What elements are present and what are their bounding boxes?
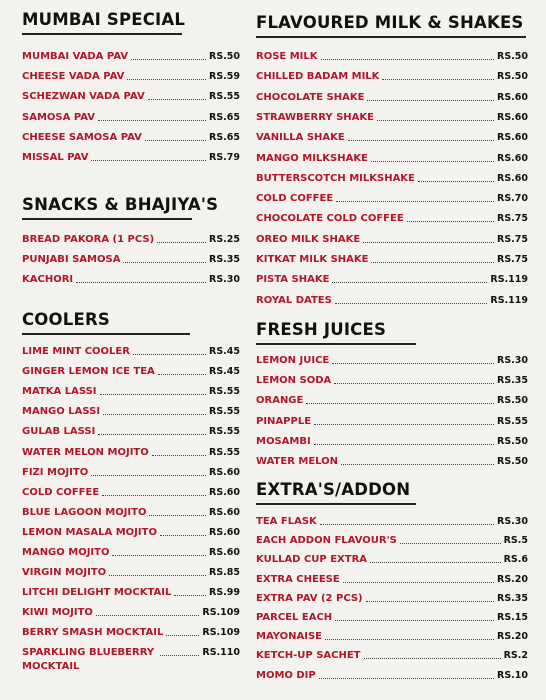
item-price: RS.5 [503, 535, 528, 547]
item-price: RS.60 [497, 111, 528, 123]
item-name: BUTTERSCOTCH MILKSHAKE [256, 172, 415, 184]
menu-item [256, 130, 528, 144]
dot-leader [371, 161, 494, 162]
dot-leader [91, 160, 206, 161]
menu-item [22, 232, 240, 246]
item-name: KIWI MOJITO [22, 607, 93, 619]
item-name: BERRY SMASH MOCKTAIL [22, 627, 164, 639]
item-name: WATER MELON MOJITO [22, 446, 149, 458]
dot-leader [334, 383, 494, 384]
menu-item [256, 69, 528, 83]
item-price: RS.25 [209, 234, 240, 245]
section-underline [256, 503, 416, 505]
menu-item [22, 605, 240, 619]
dot-leader [348, 140, 494, 141]
menu-item [22, 565, 240, 579]
item-price: RS.60 [209, 526, 240, 538]
item-name: MATKA LASSI [22, 386, 97, 398]
dot-leader [407, 221, 494, 222]
item-name: LIME MINT COOLER [22, 346, 130, 357]
dot-leader [166, 635, 199, 636]
menu-item [256, 629, 528, 643]
menu-item [256, 232, 528, 246]
menu-item [256, 373, 528, 387]
item-name: PUNJABI SAMOSA [22, 254, 121, 265]
item-price: RS.110 [202, 646, 240, 658]
item-name: OREO MILK SHAKE [256, 233, 361, 245]
menu-item [22, 69, 240, 83]
item-price: RS.60 [497, 132, 528, 144]
section-underline [256, 36, 526, 38]
section-title: EXTRA'S/ADDON [256, 480, 411, 499]
item-price: RS.109 [202, 607, 240, 619]
item-name: KETCH-UP SACHET [256, 650, 361, 662]
item-price: RS.2 [503, 650, 528, 662]
menu-item [256, 252, 528, 266]
menu-item [22, 252, 240, 266]
item-name: ROSE MILK [256, 51, 318, 62]
item-price: RS.55 [209, 426, 240, 438]
menu-item [22, 384, 240, 398]
item-price: RS.45 [209, 366, 240, 378]
item-price: RS.55 [209, 386, 240, 398]
item-name: CHEESE VADA PAV [22, 71, 125, 83]
dot-leader [174, 595, 206, 596]
menu-item [256, 572, 528, 586]
item-price: RS.99 [209, 587, 240, 599]
dot-leader [145, 140, 206, 141]
item-name: CHOCOLATE COLD COFFEE [256, 213, 404, 225]
item-price: RS.55 [209, 446, 240, 458]
item-price: RS.10 [497, 669, 528, 681]
menu-item [22, 150, 240, 164]
menu-item [256, 610, 528, 624]
item-name: PINAPPLE [256, 415, 312, 427]
menu-item [256, 293, 528, 307]
dot-leader [160, 655, 199, 656]
item-price: RS.60 [209, 506, 240, 518]
item-name: MAYONAISE [256, 631, 322, 643]
item-name: SPARKLING BLUEBERRY MOCKTAIL [22, 646, 155, 672]
menu-item [22, 89, 240, 103]
item-price: RS.75 [497, 233, 528, 245]
item-name: SAMOSA PAV [22, 111, 96, 123]
menu-item [256, 393, 528, 407]
item-price: RS.50 [497, 51, 528, 62]
dot-leader [91, 475, 206, 476]
item-name: KACHORI [22, 274, 74, 285]
dot-leader [133, 354, 206, 355]
item-price: RS.119 [490, 294, 528, 306]
dot-leader [314, 424, 494, 425]
dot-leader [152, 455, 206, 456]
item-name: LEMON SODA [256, 375, 332, 387]
item-price: RS.79 [209, 152, 240, 163]
menu-item [22, 646, 240, 674]
item-price: RS.60 [497, 152, 528, 164]
menu-item [256, 514, 528, 528]
item-name: MUMBAI VADA PAV [22, 51, 129, 62]
dot-leader [335, 620, 494, 621]
dot-leader [320, 524, 494, 525]
item-name: VANILLA SHAKE [256, 132, 345, 144]
item-price: RS.15 [497, 612, 528, 623]
menu-item [256, 353, 528, 367]
item-price: RS.35 [497, 592, 528, 604]
dot-leader [158, 374, 206, 375]
dot-leader [157, 242, 206, 243]
dot-leader [377, 120, 494, 121]
item-price: RS.75 [497, 254, 528, 265]
item-name: LEMON MASALA MOJITO [22, 526, 157, 538]
item-price: RS.119 [490, 274, 528, 286]
menu-item [22, 445, 240, 459]
item-name: EACH ADDON FLAVOUR'S [256, 535, 397, 547]
item-price: RS.60 [209, 466, 240, 478]
menu-item [22, 344, 240, 358]
dot-leader [160, 535, 206, 536]
section-title: FRESH JUICES [256, 320, 387, 339]
item-name: MANGO MOJITO [22, 547, 110, 558]
item-name: KITKAT MILK SHAKE [256, 254, 369, 265]
menu-item [22, 110, 240, 124]
item-price: RS.20 [497, 631, 528, 643]
dot-leader [96, 615, 199, 616]
item-name: GULAB LASSI [22, 426, 96, 438]
menu-item [256, 591, 528, 605]
section-title: MUMBAI SPECIAL [22, 10, 186, 29]
dot-leader [109, 575, 206, 576]
dot-leader [112, 555, 206, 556]
menu-item [22, 272, 240, 286]
dot-leader [341, 464, 494, 465]
item-name: CHILLED BADAM MILK [256, 71, 380, 83]
menu-item [256, 110, 528, 124]
item-price: RS.20 [497, 573, 528, 585]
menu-section-flavoured-milk-shakes [256, 13, 528, 38]
menu-item [22, 525, 240, 539]
item-name: WATER MELON [256, 456, 339, 467]
menu-item [22, 485, 240, 499]
dot-leader [364, 658, 501, 659]
menu-item [256, 533, 528, 547]
item-name: PISTA SHAKE [256, 274, 330, 286]
item-name: MISSAL PAV [22, 152, 89, 163]
item-price: RS.50 [497, 71, 528, 83]
dot-leader [321, 59, 494, 60]
dot-leader [131, 59, 206, 60]
dot-leader [314, 444, 494, 445]
menu-section-mumbai-special [22, 10, 240, 35]
item-price: RS.35 [497, 375, 528, 387]
dot-leader [123, 262, 206, 263]
dot-leader [382, 79, 494, 80]
item-price: RS.45 [209, 346, 240, 357]
menu-item [256, 211, 528, 225]
menu-item [256, 49, 528, 63]
item-name: KULLAD CUP EXTRA [256, 554, 368, 566]
item-name: CHEESE SAMOSA PAV [22, 131, 142, 143]
section-underline [22, 33, 182, 35]
dot-leader [100, 394, 207, 395]
menu-item [22, 364, 240, 378]
dot-leader [103, 414, 206, 415]
item-name: PARCEL EACH [256, 612, 333, 623]
menu-item [22, 545, 240, 559]
item-price: RS.109 [202, 627, 240, 639]
item-name: LEMON JUICE [256, 355, 330, 366]
item-name: LITCHI DELIGHT MOCKTAIL [22, 587, 172, 599]
item-name: FIZI MOJITO [22, 466, 89, 478]
dot-leader [149, 515, 206, 516]
dot-leader [335, 303, 488, 304]
dot-leader [319, 678, 494, 679]
item-name: COLD COFFEE [22, 486, 100, 498]
dot-leader [367, 100, 494, 101]
dot-leader [325, 639, 494, 640]
item-price: RS.55 [497, 415, 528, 427]
menu-item [22, 465, 240, 479]
menu-item [22, 130, 240, 144]
dot-leader [343, 582, 494, 583]
menu-item [22, 505, 240, 519]
item-price: RS.50 [209, 51, 240, 62]
item-name: EXTRA CHEESE [256, 573, 340, 585]
section-title: FLAVOURED MILK & SHAKES [256, 13, 524, 32]
item-price: RS.65 [209, 131, 240, 143]
menu-item [256, 151, 528, 165]
menu-item [256, 434, 528, 448]
dot-leader [102, 495, 206, 496]
section-underline [22, 333, 190, 335]
menu-item [22, 625, 240, 639]
dot-leader [148, 99, 206, 100]
item-price: RS.60 [497, 91, 528, 103]
item-name: TEA FLASK [256, 516, 317, 527]
item-price: RS.65 [209, 111, 240, 123]
item-name: MOSAMBI [256, 435, 311, 447]
menu-section-snacks-bhajiya-s [22, 195, 240, 220]
menu-item [256, 414, 528, 428]
menu-item [256, 272, 528, 286]
item-price: RS.50 [497, 456, 528, 467]
item-name: CHOCOLATE SHAKE [256, 91, 365, 103]
menu-item [256, 191, 528, 205]
item-name: ROYAL DATES [256, 294, 332, 306]
item-price: RS.55 [209, 406, 240, 418]
item-price: RS.30 [497, 355, 528, 366]
dot-leader [400, 543, 501, 544]
section-underline [256, 343, 416, 345]
menu-item [22, 404, 240, 418]
menu-item [256, 454, 528, 468]
item-name: VIRGIN MOJITO [22, 567, 107, 579]
item-price: RS.35 [209, 254, 240, 265]
menu-item [256, 648, 528, 662]
item-price: RS.60 [209, 486, 240, 498]
dot-leader [370, 562, 501, 563]
menu-item [256, 90, 528, 104]
item-name: MOMO DIP [256, 669, 316, 681]
section-underline [22, 218, 192, 220]
menu-section-coolers [22, 310, 240, 335]
item-price: RS.70 [497, 193, 528, 205]
item-price: RS.55 [209, 91, 240, 103]
item-price: RS.50 [497, 395, 528, 407]
item-price: RS.60 [497, 172, 528, 184]
menu-item [22, 424, 240, 438]
item-price: RS.59 [209, 71, 240, 83]
dot-leader [332, 282, 487, 283]
dot-leader [306, 403, 494, 404]
item-price: RS.50 [497, 435, 528, 447]
item-name: ORANGE [256, 395, 304, 407]
item-price: RS.6 [503, 554, 528, 566]
item-price: RS.30 [209, 274, 240, 285]
item-price: RS.75 [497, 213, 528, 225]
dot-leader [98, 120, 206, 121]
menu-item [22, 49, 240, 63]
item-price: RS.30 [497, 516, 528, 527]
section-title: SNACKS & BHAJIYA'S [22, 195, 219, 214]
dot-leader [371, 262, 494, 263]
item-name: STRAWBERRY SHAKE [256, 111, 374, 123]
item-name: MANGO LASSI [22, 406, 101, 418]
menu-section-fresh-juices [256, 320, 528, 345]
item-name: MANGO MILKSHAKE [256, 152, 368, 164]
menu-item [256, 668, 528, 682]
item-name: BLUE LAGOON MOJITO [22, 506, 147, 518]
dot-leader [127, 79, 206, 80]
dot-leader [336, 201, 494, 202]
dot-leader [76, 282, 206, 283]
item-price: RS.85 [209, 567, 240, 579]
dot-leader [98, 434, 206, 435]
item-price: RS.60 [209, 547, 240, 558]
menu-item [22, 585, 240, 599]
dot-leader [366, 601, 494, 602]
section-title: COOLERS [22, 310, 110, 329]
item-name: GINGER LEMON ICE TEA [22, 366, 155, 378]
menu-section-extra-s-addon [256, 480, 528, 505]
menu-item [256, 171, 528, 185]
item-name: BREAD PAKORA (1 PCS) [22, 234, 155, 245]
item-name: SCHEZWAN VADA PAV [22, 91, 145, 103]
dot-leader [332, 363, 494, 364]
menu-item [256, 552, 528, 566]
item-name: EXTRA PAV (2 PCS) [256, 592, 363, 604]
dot-leader [363, 242, 494, 243]
dot-leader [418, 181, 494, 182]
item-name: COLD COFFEE [256, 193, 334, 205]
